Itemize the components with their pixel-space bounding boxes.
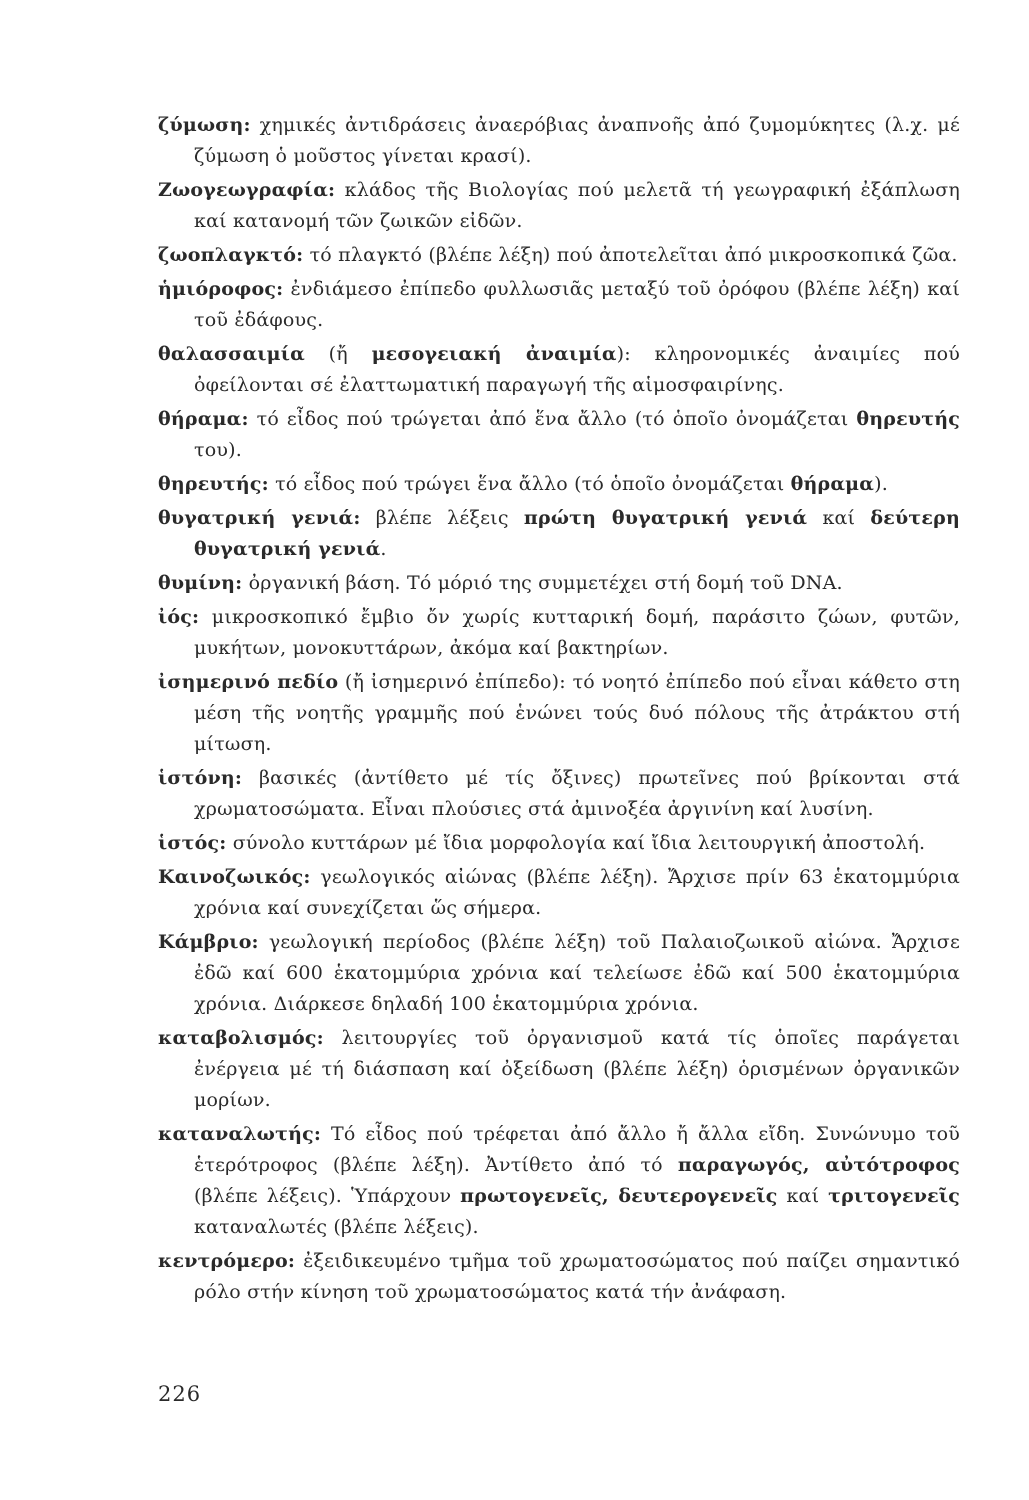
entry-text: ὀργανική βάση. Τό μόριό της συμμετέχει στή δομή τοῦ DNA. xyxy=(242,572,843,594)
entry-cross-reference: πρώτη θυγατρική γενιά xyxy=(523,507,808,529)
glossary-entry xyxy=(158,1246,960,1308)
entry-text: τό εἶδος πού τρώγει ἕνα ἄλλο (τό ὁποῖο ὀνομάζεται xyxy=(268,473,791,495)
glossary-entry xyxy=(158,1119,960,1243)
entry-text: τό εἶδος πού τρώγεται ἀπό ἕνα ἄλλο (τό ὁποῖο ὀνομάζεται xyxy=(248,408,857,430)
entry-text: (βλέπε λέξεις). Ὑπάρχουν xyxy=(194,1185,461,1207)
entry-text: ἐνδιάμεσο ἐπίπεδο φυλλωσιᾶς μεταξύ τοῦ ὀρόφου (βλέπε λέξη) καί τοῦ ἐδάφους. xyxy=(194,278,960,331)
entry-cross-reference: θήραμα xyxy=(790,473,875,495)
entry-cross-reference: δεύτερη θυγατρική γενιά xyxy=(194,507,961,560)
entry-term: κεντρόμερο: xyxy=(158,1250,296,1272)
glossary-entry xyxy=(158,469,960,500)
entry-text: βλέπε λέξεις xyxy=(360,507,524,529)
entry-cross-reference: μεσογειακή ἀναιμία xyxy=(371,343,617,365)
entry-term: Ζωογεωγραφία: xyxy=(158,179,336,201)
glossary-entry xyxy=(158,404,960,466)
entry-term: ἱστός: xyxy=(158,832,227,854)
entry-cross-reference: τριτογενεῖς xyxy=(828,1185,961,1207)
entry-text: ἐξειδικευμένο τμῆμα τοῦ χρωματοσώματος πού παίζει σημαντικό ρόλο στήν κίνηση τοῦ χρωματοσώματος κατά τήν ἀνάφαση. xyxy=(194,1250,960,1303)
entry-text: (ἤ ἰσημερινό ἐπίπεδο): τό νοητό ἐπίπεδο πού εἶναι κάθετο στη μέση τῆς νοητῆς γραμμῆς πού ἑνώνει τούς δυό πόλους τῆς ἀτράκτου στή μίτωση. xyxy=(194,671,960,755)
glossary-entry xyxy=(158,763,960,825)
entry-text: καί xyxy=(807,507,871,529)
glossary-entry xyxy=(158,828,960,859)
entry-text: ). xyxy=(874,473,888,495)
glossary-entry xyxy=(158,339,960,401)
entry-term: ἰός: xyxy=(158,606,200,628)
glossary-entry xyxy=(158,1023,960,1116)
glossary-entry xyxy=(158,274,960,336)
entry-term: καταβολισμός: xyxy=(158,1027,324,1049)
entry-cross-reference: πρωτογενεῖς, δευτερογενεῖς xyxy=(460,1185,778,1207)
entry-text: ): κληρονομικές ἀναιμίες πού ὀφείλονται σέ ἐλαττωματική παραγωγή τῆς αἱμοσφαιρίνης. xyxy=(194,343,960,396)
page-number: 226 xyxy=(158,1382,202,1406)
entry-text: χημικές ἀντιδράσεις ἀναερόβιας ἀναπνοῆς ἀπό ζυμομύκητες (λ.χ. μέ ζύμωση ὁ μοῦστος γίνεται κρασί). xyxy=(194,114,960,167)
entry-term: θαλασσαιμία xyxy=(158,343,305,365)
glossary-entry xyxy=(158,503,960,565)
entry-term: ζωοπλαγκτό: xyxy=(158,244,304,266)
glossary-entry xyxy=(158,602,960,664)
entry-term: θυγατρική γενιά: xyxy=(158,507,361,529)
entry-text: γεωλογικός αἰώνας (βλέπε λέξη). Ἄρχισε πρίν 63 ἑκατομμύρια χρόνια καί συνεχίζεται ὥς σήμερα. xyxy=(194,866,960,919)
entry-term: θηρευτής: xyxy=(158,473,269,495)
entry-text: του). xyxy=(194,439,242,461)
entry-term: καταναλωτής: xyxy=(158,1123,322,1145)
entry-text: λειτουργίες τοῦ ὀργανισμοῦ κατά τίς ὁποῖες παράγεται ἐνέργεια μέ τή διάσπαση καί ὀξείδωση (βλέπε λέξη) ὁρισμένων ὀργανικῶν μορίων. xyxy=(194,1027,960,1111)
entry-text: καί xyxy=(777,1185,829,1207)
entry-term: Κάμβριο: xyxy=(158,931,259,953)
entry-text: σύνολο κυττάρων μέ ἴδια μορφολογία καί ἴδια λειτουργική ἀποστολή. xyxy=(226,832,926,854)
entry-cross-reference: παραγωγός, αὐτότροφος xyxy=(677,1154,960,1176)
entry-text: καταναλωτές (βλέπε λέξεις). xyxy=(194,1216,479,1238)
entry-term: θυμίνη: xyxy=(158,572,243,594)
glossary-entry xyxy=(158,862,960,924)
entry-text: γεωλογική περίοδος (βλέπε λέξη) τοῦ Παλαιοζωικοῦ αἰώνα. Ἄρχισε ἐδῶ καί 600 ἑκατομμύρια χρόνια καί τελείωσε ἐδῶ καί 500 ἑκατομμύρια χρόνια. Διάρκεσε δηλαδή 100 ἑκατομμύρια χρόνια. xyxy=(194,931,960,1015)
entry-text: Τό εἶδος πού τρέφεται ἀπό ἄλλο ἤ ἄλλα εἴδη. Συνώνυμο τοῦ ἑτερότροφος (βλέπε λέξη). Ἀντίθετο ἀπό τό xyxy=(194,1123,960,1176)
entry-term: Καινοζωικός: xyxy=(158,866,311,888)
entry-term: θήραμα: xyxy=(158,408,249,430)
entry-text: τό πλαγκτό (βλέπε λέξη) πού ἀποτελεῖται ἀπό μικροσκοπικά ζῶα. xyxy=(303,244,958,266)
glossary-entry xyxy=(158,110,960,172)
entry-text: (ἤ xyxy=(305,343,372,365)
entry-cross-reference: θηρευτής xyxy=(856,408,960,430)
glossary-entries xyxy=(158,110,960,1311)
entry-term: ἡμιόροφος: xyxy=(158,278,284,300)
glossary-entry xyxy=(158,568,960,599)
glossary-entry xyxy=(158,927,960,1020)
entry-term: ἰσημερινό πεδίο xyxy=(158,671,339,693)
glossary-entry xyxy=(158,667,960,760)
entry-text: μικροσκοπικό ἔμβιο ὄν χωρίς κυτταρική δομή, παράσιτο ζώων, φυτῶν, μυκήτων, μονοκυττάρων, ἀκόμα καί βακτηρίων. xyxy=(194,606,960,659)
entry-text: . xyxy=(380,538,387,560)
entry-term: ζύμωση: xyxy=(158,114,251,136)
entry-term: ἱστόνη: xyxy=(158,767,243,789)
entry-text: βασικές (ἀντίθετο μέ τίς ὄξινες) πρωτεῖνες πού βρίκονται στά χρωματοσώματα. Εἶναι πλούσιες στά ἀμινοξέα ἀργινίνη καί λυσίνη. xyxy=(194,767,960,820)
entry-text: κλάδος τῆς Βιολογίας πού μελετᾶ τή γεωγραφική ἐξάπλωση καί κατανομή τῶν ζωικῶν εἰδῶν. xyxy=(194,179,960,232)
glossary-entry xyxy=(158,175,960,237)
glossary-entry xyxy=(158,240,960,271)
